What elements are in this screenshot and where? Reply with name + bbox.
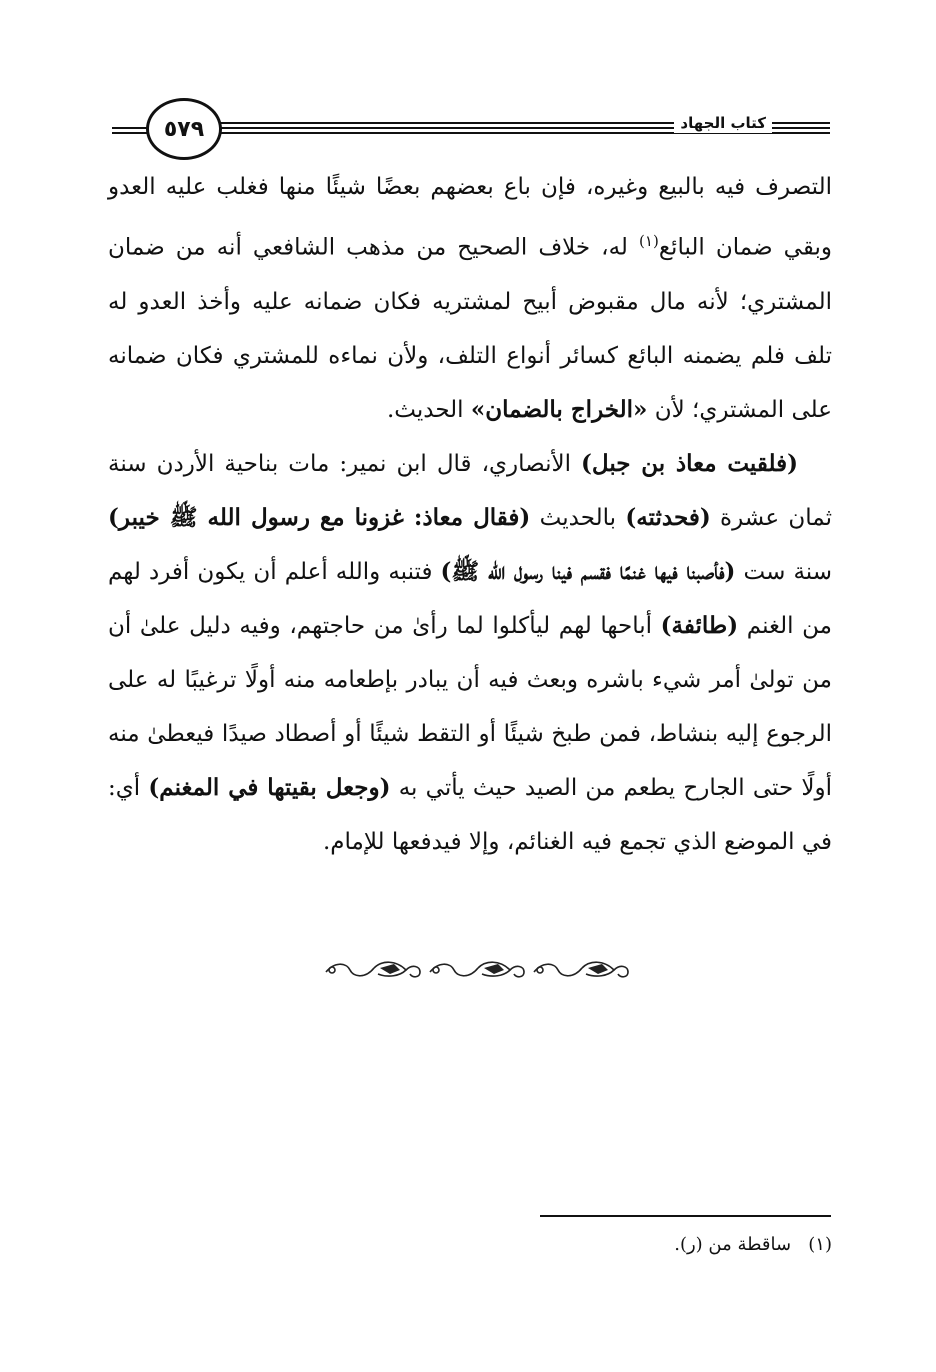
footnote-marker: (١) bbox=[808, 1234, 832, 1255]
ornament-motif bbox=[534, 962, 628, 977]
footnote-reference: (١) bbox=[639, 232, 659, 250]
bold-text-segment: (طائفة) bbox=[660, 611, 739, 639]
text-segment: فتنبه والله أعلم أن يكون أفرد لهم من الغنم bbox=[108, 558, 832, 639]
bold-text-segment: (فحدثته) bbox=[625, 503, 711, 531]
text-segment: التصرف فيه بالبيع وغيره، فإن باع بعضهم بعضًا شيئًا منها فغلب عليه العدو وبقي ضمان البائع bbox=[108, 174, 832, 261]
page-number-badge bbox=[146, 98, 222, 160]
body-paragraph bbox=[108, 437, 832, 869]
bold-text-segment: «الخراج بالضمان» bbox=[470, 395, 648, 423]
page-number: ٥٧٩ bbox=[163, 116, 205, 142]
bold-text-segment: (فقال معاذ: غزونا مع رسول الله ﷺ خيبر) bbox=[108, 503, 531, 531]
body-paragraph bbox=[108, 160, 832, 437]
ornament-motif bbox=[326, 962, 420, 977]
text-segment: الحديث. bbox=[386, 396, 471, 423]
ornament-motif bbox=[430, 962, 524, 977]
page-header bbox=[112, 96, 830, 158]
decorative-ornament-divider bbox=[320, 956, 632, 984]
text-segment: سنة ست bbox=[735, 558, 832, 585]
text-segment: له، خلاف الصحيح من مذهب الشافعي أنه من ضمان المشتري؛ لأنه مال مقبوض أبيح لمشتريه فكان ضمانه عليه وأخذ العدو له تلف فلم يضمنه البائع كسائر أنواع التلف، ولأن نماءه للمشتري فكان ضمانه على المشتري؛ لأن bbox=[108, 234, 832, 423]
text-segment: الأنصاري، قال ابن نمير: مات بناحية الأردن سنة ثمان عشرة bbox=[108, 450, 832, 531]
bold-text-segment: (وجعل بقيتها في المغنم) bbox=[148, 773, 391, 801]
footnote-text: ساقطة من (ر). bbox=[674, 1234, 792, 1255]
text-segment: أباحها لهم ليأكلوا لما رأىٰ من حاجتهم، وفيه دليل علىٰ أن من تولىٰ أمر شيء باشره وبعث فيه أن يبادر بإطعامه منه أولًا ترغيبًا له على الرجوع إليه بنشاط، فمن طبخ شيئًا أو التقط شيئًا أو أصطاد صيدًا فيعطىٰ منه أولًا حتى الجارح يطعم من الصيد حيث يأتي به bbox=[108, 612, 833, 801]
running-title: كتاب الجهاد bbox=[674, 113, 772, 133]
body-text bbox=[108, 160, 832, 869]
footnote bbox=[674, 1233, 832, 1257]
bold-text-segment: (فلقيت معاذ بن جبل) bbox=[581, 449, 798, 477]
text-segment: أي: في الموضع الذي تجمع فيه الغنائم، وإلا فيدفعها للإمام. bbox=[108, 774, 832, 855]
bold-text-segment: (فأصبنا فيها غنمًا فقسم فينا رسول الله ﷺ) bbox=[440, 557, 736, 585]
footnote-separator bbox=[540, 1215, 831, 1217]
text-segment: بالحديث bbox=[530, 504, 626, 531]
